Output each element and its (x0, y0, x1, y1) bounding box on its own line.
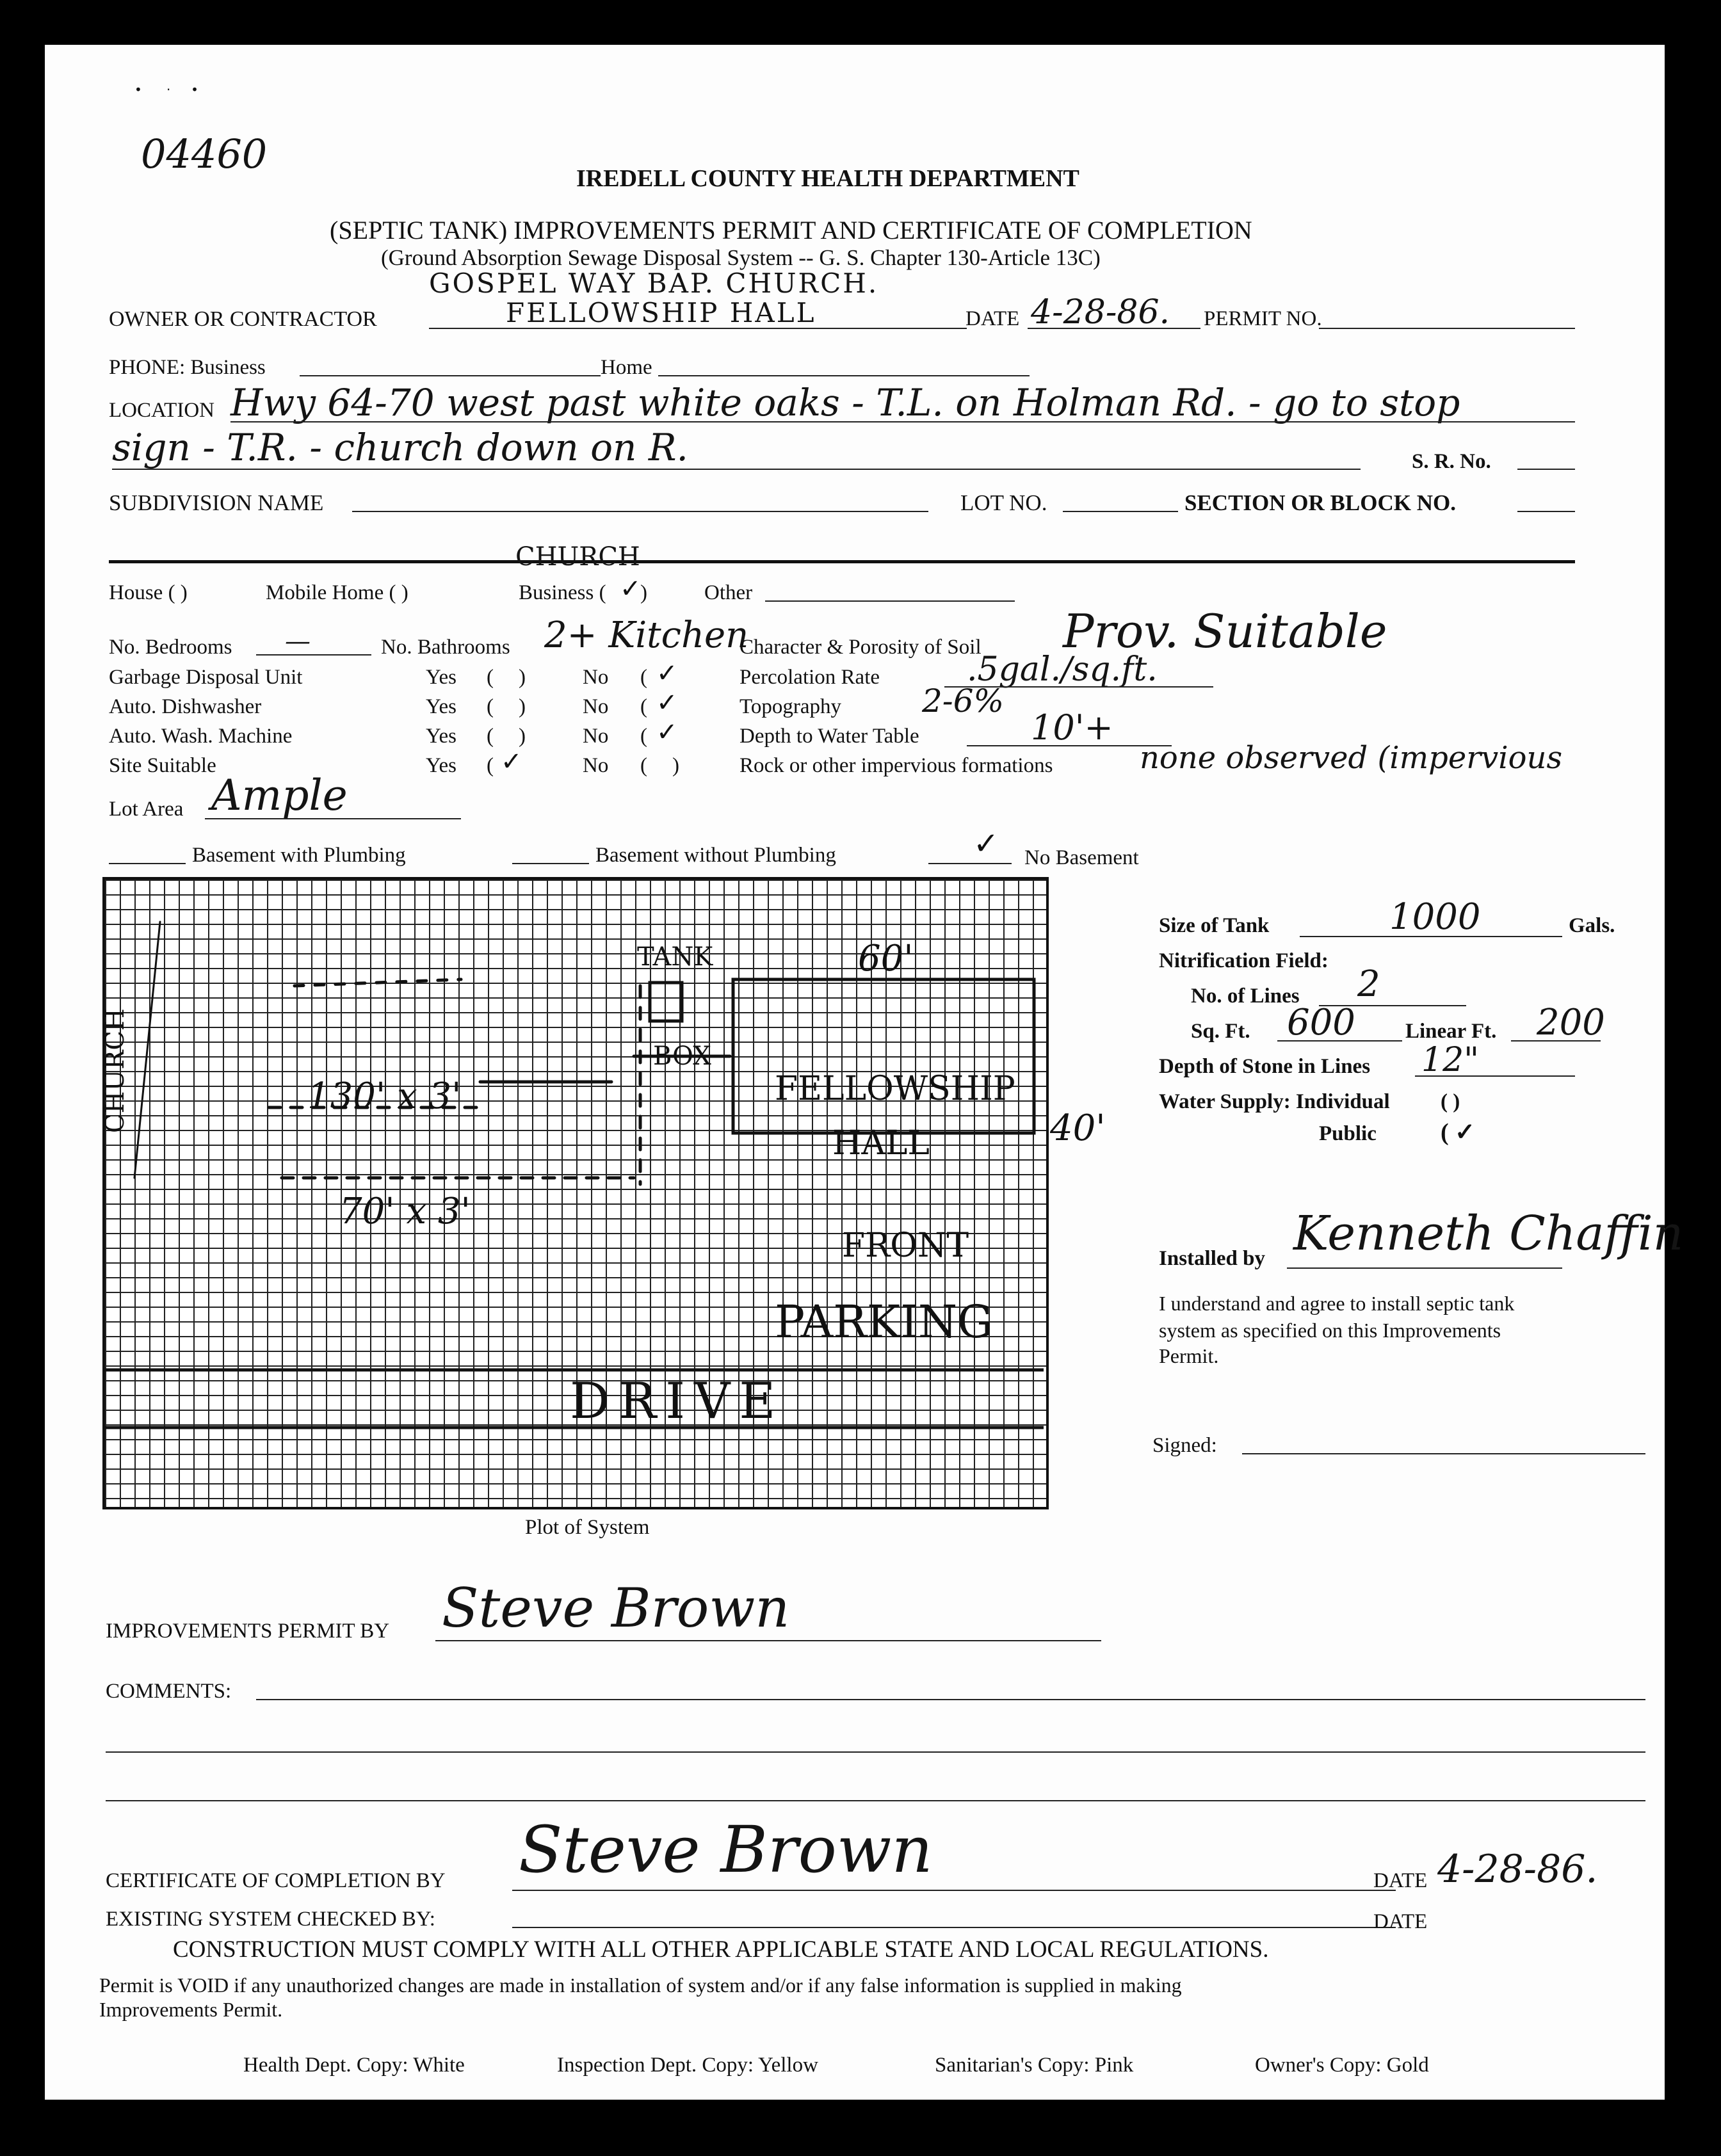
certificate-underline (512, 1890, 1396, 1891)
corner-specks: • · • (134, 82, 198, 97)
tank-size-underline (1300, 936, 1562, 937)
no-basement-label: No Basement (1024, 846, 1139, 869)
no-basement-check: ✓ (973, 826, 999, 862)
owner-value-line1: GOSPEL WAY BAP. CHURCH. (429, 268, 879, 299)
certificate-date-value: 4-28-86. (1437, 1847, 1598, 1892)
basement-with-label: Basement with Plumbing (192, 844, 406, 867)
site-yes-check: ✓ (501, 747, 522, 776)
lot-area-underline (205, 818, 461, 819)
dishwasher-no-check: ✓ (656, 688, 678, 718)
form-title: (SEPTIC TANK) IMPROVEMENTS PERMIT AND CERTIFICATE OF COMPLETION (330, 216, 1252, 245)
plot-line1: 130' x 3' (307, 1075, 462, 1117)
plot-line2: 70' x 3' (339, 1191, 471, 1232)
garbage-label: Garbage Disposal Unit (109, 666, 303, 689)
regulations-notice: CONSTRUCTION MUST COMPLY WITH ALL OTHER APPLICABLE STATE AND LOCAL REGULATIONS. (173, 1936, 1269, 1963)
certificate-value: Steve Brown (519, 1812, 933, 1887)
dishwasher-no: No (583, 695, 609, 718)
stone-underline (1415, 1075, 1575, 1077)
washer-no: No (583, 725, 609, 748)
linear-label: Linear Ft. (1405, 1020, 1497, 1043)
washer-no-check: ✓ (656, 718, 678, 747)
subdivision-underline (352, 511, 928, 512)
department-title: IREDELL COUNTY HEALTH DEPARTMENT (576, 165, 1079, 192)
garbage-yes-open: ( (487, 666, 494, 689)
comments-line1 (256, 1699, 1645, 1700)
plot-street: CHURCH (101, 1008, 130, 1133)
bedrooms-value: — (285, 627, 311, 656)
installed-by-label: Installed by (1159, 1247, 1265, 1270)
date-label: DATE (966, 307, 1020, 330)
tank-size-value: 1000 (1389, 896, 1481, 938)
certificate-date-label: DATE (1373, 1869, 1428, 1892)
plot-tank-label: TANK (637, 942, 713, 972)
washer-yes-open: ( (487, 725, 494, 748)
mobile-home-label: Mobile Home ( ) (266, 581, 408, 604)
soil-character-value: Prov. Suitable (1063, 604, 1387, 658)
site-suitable-label: Site Suitable (109, 754, 216, 777)
stone-value: 12" (1421, 1041, 1480, 1079)
owner-date-value: 4-28-86. (1031, 293, 1170, 332)
stone-label: Depth of Stone in Lines (1159, 1055, 1371, 1078)
topography-value: 2-6% (922, 682, 1005, 720)
site-yes-open: ( (487, 754, 494, 777)
copy-health: Health Dept. Copy: White (243, 2054, 465, 2077)
copy-sanitarian: Sanitarian's Copy: Pink (935, 2054, 1134, 2077)
basement-with-blank (109, 863, 186, 864)
form-subtitle: (Ground Absorption Sewage Disposal System -- G. S. Chapter 130-Article 13C) (381, 245, 1101, 270)
sqft-underline (1277, 1040, 1402, 1042)
date-underline (1028, 328, 1200, 329)
existing-underline (512, 1927, 1396, 1928)
comments-label: COMMENTS: (106, 1680, 232, 1703)
location-line1: Hwy 64-70 west past white oaks - T.L. on Holman Rd. - go to stop (230, 381, 1460, 424)
bathrooms-value: 2+ Kitchen (544, 615, 749, 656)
water-supply-label: Water Supply: Individual (1159, 1090, 1390, 1113)
perc-label: Percolation Rate (739, 666, 880, 689)
existing-date-label: DATE (1373, 1910, 1428, 1933)
copy-inspection: Inspection Dept. Copy: Yellow (557, 2054, 818, 2077)
plot-caption: Plot of System (525, 1516, 650, 1539)
sr-no-underline (1517, 469, 1575, 470)
garbage-yes-close: ) (519, 666, 526, 689)
tank-gals-label: Gals. (1569, 914, 1615, 937)
subdivision-label: SUBDIVISION NAME (109, 490, 324, 515)
lines-label: No. of Lines (1191, 985, 1300, 1008)
owner-value-line2: FELLOWSHIP HALL (506, 297, 816, 328)
plot-building1: FELLOWSHIP (775, 1070, 1015, 1108)
agreement-line3: Permit. (1159, 1344, 1219, 1367)
location-underline2 (112, 469, 1361, 470)
tank-size-label: Size of Tank (1159, 914, 1270, 937)
sr-no-label: S. R. No. (1412, 450, 1491, 473)
plot-dim-side: 40' (1050, 1107, 1106, 1149)
individual-mark: ( ) (1441, 1090, 1460, 1113)
form-number: 04460 (141, 131, 268, 177)
other-underline (765, 600, 1015, 602)
agreement-line2: system as specified on this Improvements (1159, 1319, 1501, 1342)
void-line2: Improvements Permit. (99, 1998, 283, 2021)
permit-no-label: PERMIT NO. (1204, 307, 1322, 330)
permit-no-underline (1319, 328, 1575, 329)
lot-area-value: Ample (211, 771, 348, 820)
plot-dim-top: 60' (858, 938, 914, 979)
site-yes: Yes (426, 754, 457, 777)
plot-front: FRONT (842, 1227, 969, 1265)
soil-character-label: Character & Porosity of Soil (739, 636, 982, 659)
business-check: ✓ (620, 574, 642, 604)
comments-line2 (106, 1751, 1645, 1753)
public-mark: ( ✓ (1441, 1119, 1475, 1146)
permit-by-value: Steve Brown (442, 1577, 790, 1639)
basement-without-blank (512, 863, 589, 864)
lot-no-underline (1063, 511, 1178, 512)
comments-line3 (106, 1800, 1645, 1801)
washer-no-open: ( (640, 725, 647, 748)
basement-without-label: Basement without Plumbing (595, 844, 836, 867)
dishwasher-label: Auto. Dishwasher (109, 695, 262, 718)
washer-label: Auto. Wash. Machine (109, 725, 293, 748)
public-label: Public (1319, 1122, 1377, 1145)
bedrooms-label: No. Bedrooms (109, 636, 232, 659)
dishwasher-yes: Yes (426, 695, 457, 718)
site-no-open: ( (640, 754, 647, 777)
phone-home-underline (658, 375, 1030, 376)
void-line1: Permit is VOID if any unauthorized changes are made in installation of system and/or if any false information is supplied in making (99, 1974, 1182, 1997)
lines-value: 2 (1357, 963, 1380, 1005)
dishwasher-no-open: ( (640, 695, 647, 718)
section-divider (109, 560, 1575, 563)
bedrooms-underline (256, 654, 371, 656)
permit-form (45, 45, 1684, 2100)
owner-label: OWNER OR CONTRACTOR (109, 307, 377, 331)
nitrification-label: Nitrification Field: (1159, 949, 1329, 972)
perc-value: .5gal./sq.ft. (967, 650, 1158, 689)
business-close: ) (640, 581, 647, 604)
water-table-label: Depth to Water Table (739, 725, 919, 748)
location-underline1 (230, 421, 1575, 422)
signed-label: Signed: (1152, 1434, 1217, 1457)
location-line2: sign - T.R. - church down on R. (112, 426, 688, 469)
rock-value: none observed (impervious (1140, 740, 1563, 776)
certificate-label: CERTIFICATE OF COMPLETION BY (106, 1869, 446, 1892)
section-label: SECTION OR BLOCK NO. (1184, 490, 1456, 515)
sqft-value: 600 (1287, 1002, 1355, 1043)
section-underline (1517, 511, 1575, 512)
garbage-no: No (583, 666, 609, 689)
business-note: CHURCH (515, 542, 640, 572)
washer-yes-close: ) (519, 725, 526, 748)
installed-by-value: Kenneth Chaffin (1293, 1206, 1684, 1261)
garbage-no-check: ✓ (656, 659, 678, 688)
lot-no-label: LOT NO. (960, 490, 1047, 515)
topography-label: Topography (739, 695, 841, 718)
signed-underline (1242, 1453, 1645, 1454)
plot-box-label: BOX (653, 1042, 711, 1071)
garbage-yes: Yes (426, 666, 457, 689)
linear-value: 200 (1537, 1002, 1605, 1043)
phone-home-label: Home (601, 356, 652, 379)
existing-label: EXISTING SYSTEM CHECKED BY: (106, 1908, 435, 1931)
garbage-no-open: ( (640, 666, 647, 689)
lot-area-label: Lot Area (109, 798, 184, 821)
plot-drive: DRIVE (570, 1372, 785, 1430)
phone-business-underline (300, 375, 601, 376)
site-no: No (583, 754, 609, 777)
washer-yes: Yes (426, 725, 457, 748)
sqft-label: Sq. Ft. (1191, 1020, 1250, 1043)
plot-building2: HALL (832, 1124, 930, 1162)
rock-label: Rock or other impervious formations (739, 754, 1053, 777)
house-label: House ( ) (109, 581, 188, 604)
dishwasher-yes-open: ( (487, 695, 494, 718)
bathrooms-label: No. Bathrooms (381, 636, 510, 659)
linear-underline (1511, 1040, 1601, 1042)
location-label: LOCATION (109, 399, 214, 422)
other-label: Other (704, 581, 753, 604)
installed-underline (1287, 1267, 1562, 1269)
agreement-line1: I understand and agree to install septic tank (1159, 1292, 1515, 1315)
permit-by-underline (435, 1640, 1101, 1641)
copy-owner: Owner's Copy: Gold (1255, 2054, 1429, 2077)
water-table-value: 10'+ (1031, 707, 1113, 748)
phone-business-label: PHONE: Business (109, 356, 266, 379)
business-label: Business ( (519, 581, 606, 604)
dishwasher-yes-close: ) (519, 695, 526, 718)
permit-by-label: IMPROVEMENTS PERMIT BY (106, 1620, 390, 1643)
plot-parking: PARKING (775, 1296, 994, 1348)
site-no-close: ) (672, 754, 679, 777)
no-basement-blank (928, 863, 1012, 864)
